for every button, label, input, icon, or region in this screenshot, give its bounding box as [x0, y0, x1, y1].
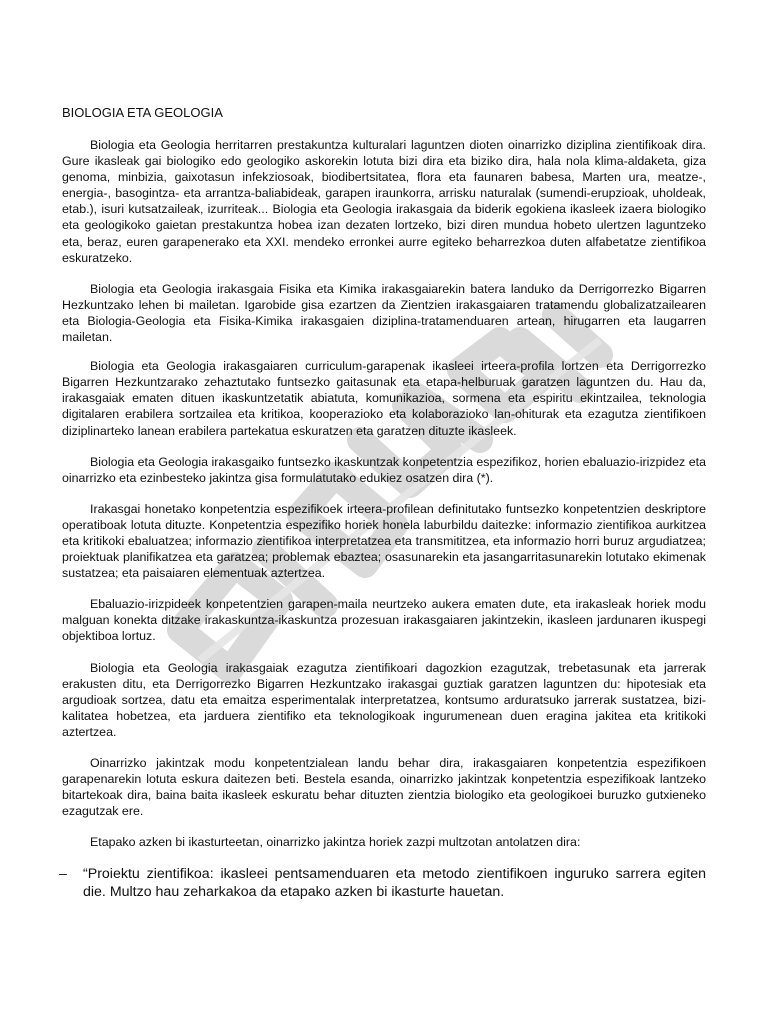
paragraph-blocks-intro: Etapako azken bi ikasturteetan, oinarrizko jakintza horiek zazpi multzotan antolatzen dira: — [90, 835, 581, 850]
paragraph-evaluation-criteria: Ebaluazio-irizpideek konpetentzien garapen-maila neurtzeko aukera ematen dute, eta irakasleak horiek modu malguan konekta ditzake irakaskuntza-ikaskuntza prozesuan irakasgaiaren jakintzekin, ikasleen jardunaren ikuspegi objektiboa lortuz. — [62, 597, 706, 644]
paragraph-curriculum-development: Biologia eta Geologia irakasgaiaren curriculum-garapenak ikasleei irteera-profila lortzen eta Derrigorrezko Bigarren Hezkuntzarako zehaztutako funtsezko gaitasunak eta etapa-helburuak garatzen laguntzen du. Hau da, irakasgaiak ematen dituen ikaskuntzetatik abiatuta, komunikazioa, sormena eta espiritu ekintzailea, teknologia digitalaren erabilera sortzailea eta kritikoa, kooperazioko eta kolaborazioko lan-ohiturak eta ezagutza zientifikoen diziplinarteko lanean erabilera partekatua eskuratzen eta garatzen dituzte ikasleek. — [62, 359, 706, 438]
paragraph-specific-competences: Irakasgai honetako konpetentzia espezifikoek irteera-profilean definitutako funtsezko konpetentzien deskriptore operatiboak lotuta dituzte. Konpetentzia espezifiko horiek honela laburbildu daitezke: informazio zientifikoa aurkitzea eta kritikoki ebaluatzea; informazio zientifikoa interpretatzea eta transmititzea, eta informazio horri buruz argudiatzea; proiektuak planifikatzea eta garatzea; problemak ebaztea; osasunarekin eta jasangarritasunarekin lotutako ekimenak sustatzea; eta paisaiaren elementuak aztertzea. — [62, 501, 706, 581]
bullet-text: “Proiektu zientifikoa: ikasleei pentsamenduaren eta metodo zientifikoen inguruko sarrera egiten die. Multzo hau zeharkakoa da etapako azken bi ikasturte hauetan. — [83, 866, 706, 901]
document-body — [59, 105, 706, 901]
paragraph-intro: Biologia eta Geologia herritarren prestakuntza kulturalari laguntzen dioten oinarrizko diziplina zientifikoak dira. Gure ikasleak gai biologiko edo geologiko askorekin lotuta bizi dira eta biziko dira, hala nola klima-aldaketa, giza genoma, minbizia, gaixotasun infekziosoak, biodibertsitatea, flora eta faunaren babesa, Marten ura, meatze-, energia-, basogintza- eta arrantza-baliabideak, garapen iraunkorra, arrisku naturalak (sumendi-erupzioak, uholdeak, etab.), isuri kutsatzaileak, izurriteak... Biologia eta Geologia irakasgaia da biderik egokiena ikasleek izaera biologiko eta geologikoko gaietan prestakuntza hobea izan dezaten lortzeko, bizi diren mundua hobeto ulertzen laguntzeko eta, beraz, euren garapenerako eta XXI. mendeko erronkei aurre egiteko beharrezkoa duten alfabetatze zientifikoa eskuratzeko. — [62, 138, 706, 265]
paragraph-key-learnings: Biologia eta Geologia irakasgaiko funtsezko ikaskuntzak konpetentzia espezifikoz, horien ebaluazio-irizpidez eta oinarrizko eta ezinbesteko jakintza gisa formulatutako edukiez osatzen dira (*). — [62, 454, 706, 485]
paragraph-scientific-knowledge: Biologia eta Geologia irakasgaiak ezagutza zientifikoari dagozkion ezagutzak, trebetasunak eta jarrerak erakusten ditu, eta Derrigorrezko Bigarren Hezkuntzako irakasgai guztiak garatzen laguntzen du: hipotesiak eta argudioak sortzea, datu eta emaitza esperimentalak interpretatzea, kontsumo arduratsuko jarrerak sustatzea, bizi-kalitatea hobetzea, eta jarduera zientifiko eta teknologikoak ingurumenean duen eragina jakitea eta kritikoki aztertzea. — [62, 660, 706, 739]
paragraph-basic-knowledge: Oinarrizko jakintzak modu konpetentzialean landu behar dira, irakasgaiaren konpetentzia espezifikoen garapenarekin lotuta eskura daitezen beti. Bestela esanda, oinarrizko jakintzak konpetentzia espezifikoak lantzeko bitartekoak dira, baina baita ikasleek eskuratu behar dituzten zientzia biologiko eta geologikoei buruzko gutxieneko ezagutzak ere. — [62, 756, 706, 819]
paragraph-subject-organization: Biologia eta Geologia irakasgaia Fisika eta Kimika irakasgaiarekin batera landuko da Derrigorrezko Bigarren Hezkuntzako lehen bi mailetan. Igarobide gisa ezartzen da Zientzien irakasgaiaren tratamendu globalizatzailearen eta Biologia-Geologia eta Fisika-Kimika irakasgaien diziplina-tratamenduaren artean, hirugarren eta laugarren mailetan. — [62, 281, 706, 345]
bullet-marker: – — [59, 866, 67, 883]
document-title: BIOLOGIA ETA GEOLOGIA — [62, 105, 223, 120]
list-item — [59, 865, 706, 901]
